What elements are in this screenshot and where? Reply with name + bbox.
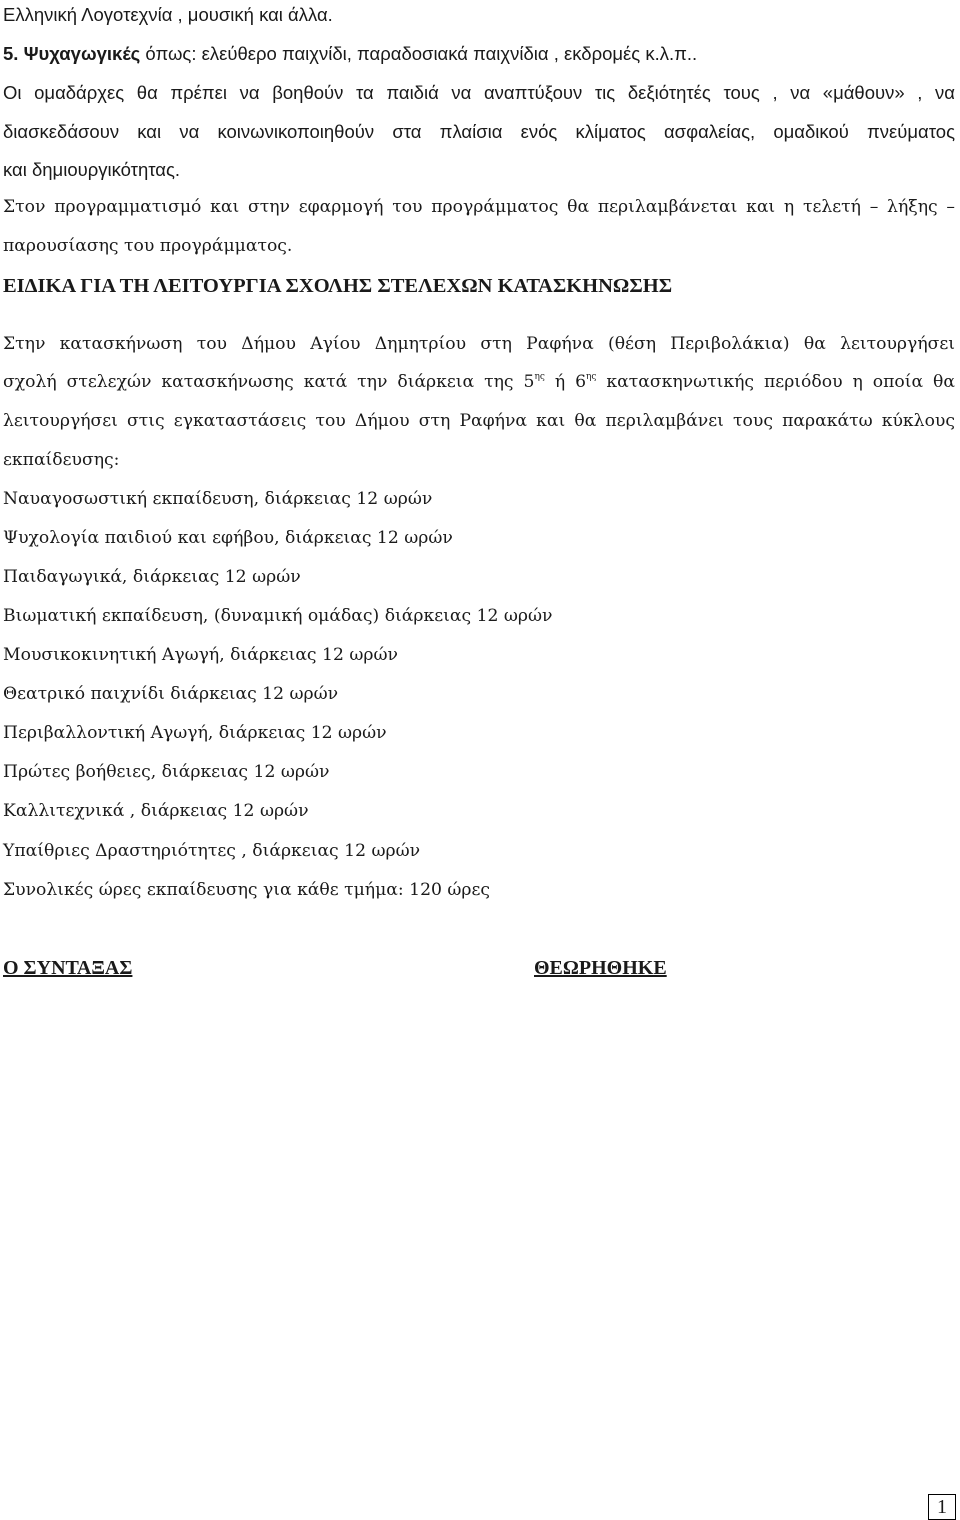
ordinal-sup-2: ης (586, 372, 597, 382)
para1-line3: και δημιουργικότητας. (3, 159, 181, 180)
course-item: Καλλιτεχνικά , διάρκειας 12 ωρών (3, 801, 309, 821)
page-number: 1 (928, 1494, 956, 1520)
intro-line2 (3, 372, 955, 392)
para1-line1: Οι ομαδάρχες θα πρέπει να βοηθούν τα παιδιά να αναπτύξουν τις δεξιότητές τους , να «μάθουν» , να (3, 82, 955, 103)
intro-line1: Στην κατασκήνωση του Δήμου Αγίου Δημητρίου στη Ραφήνα (θέση Περιβολάκια) θα λειτουργήσει (3, 334, 955, 354)
course-item: Περιβαλλοντική Αγωγή, διάρκειας 12 ωρών (3, 723, 387, 743)
course-item: Μουσικοκινητική Αγωγή, διάρκειας 12 ωρών (3, 645, 398, 665)
section-heading: ΕΙΔΙΚΑ ΓΙΑ ΤΗ ΛΕΙΤΟΥΡΓΙΑ ΣΧΟΛΗΣ ΣΤΕΛΕΧΩΝ ΚΑΤΑΣΚΗΝΩΣΗΣ (3, 275, 673, 297)
course-item: Ναυαγοσωστική εκπαίδευση, διάρκειας 12 ωρών (3, 489, 433, 509)
item-5-text: όπως: ελεύθερο παιχνίδι, παραδοσιακά παιχνίδια , εκδρομές κ.λ.π.. (140, 43, 698, 64)
item-5-line (3, 43, 697, 65)
ordinal-sup-1: ης (534, 372, 545, 382)
course-item: Παιδαγωγικά, διάρκειας 12 ωρών (3, 567, 301, 587)
course-item: Βιωματική εκπαίδευση, (δυναμική ομάδας) διάρκειας 12 ωρών (3, 606, 553, 626)
para2-line1: Στον προγραμματισμό και στην εφαρμογή του προγράμματος θα περιλαμβάνεται και η τελετή – λήξης – (3, 197, 955, 217)
intro-line4: εκπαίδευσης: (3, 450, 120, 470)
signature-approved: ΘΕΩΡΗΘΗΚΕ (534, 957, 667, 979)
text-line-literature: Ελληνική Λογοτεχνία , μουσική και άλλα. (3, 4, 333, 25)
total-hours: Συνολικές ώρες εκπαίδευσης για κάθε τμήμα: 120 ώρες (3, 880, 491, 900)
course-item: Πρώτες βοήθειες, διάρκειας 12 ωρών (3, 762, 330, 782)
signature-composer: Ο ΣΥΝΤΑΞΑΣ (3, 957, 133, 979)
intro-line3: λειτουργήσει στις εγκαταστάσεις του Δήμου στη Ραφήνα και θα περιλαμβάνει τους παρακάτω κύκλους (3, 411, 955, 431)
intro-line2-c: κατασκηνωτικής περιόδου η οποία θα (596, 372, 955, 392)
course-item: Ψυχολογία παιδιού και εφήβου, διάρκειας 12 ωρών (3, 528, 453, 548)
intro-line2-a: σχολή στελεχών κατασκήνωσης κατά την διάρκεια της 5 (3, 372, 535, 392)
para2-line2: παρουσίασης του προγράμματος. (3, 236, 293, 256)
intro-line2-b: ή 6 (544, 372, 587, 392)
course-item: Θεατρικό παιχνίδι διάρκειας 12 ωρών (3, 684, 339, 704)
para1-line2: διασκεδάσουν και να κοινωνικοποιηθούν στα πλαίσια ενός κλίματος ασφαλείας, ομαδικού πνεύματος (3, 121, 955, 142)
course-item: Υπαίθριες Δραστηριότητες , διάρκειας 12 ωρών (3, 841, 421, 861)
item-5-label: 5. Ψυχαγωγικές (3, 43, 141, 64)
